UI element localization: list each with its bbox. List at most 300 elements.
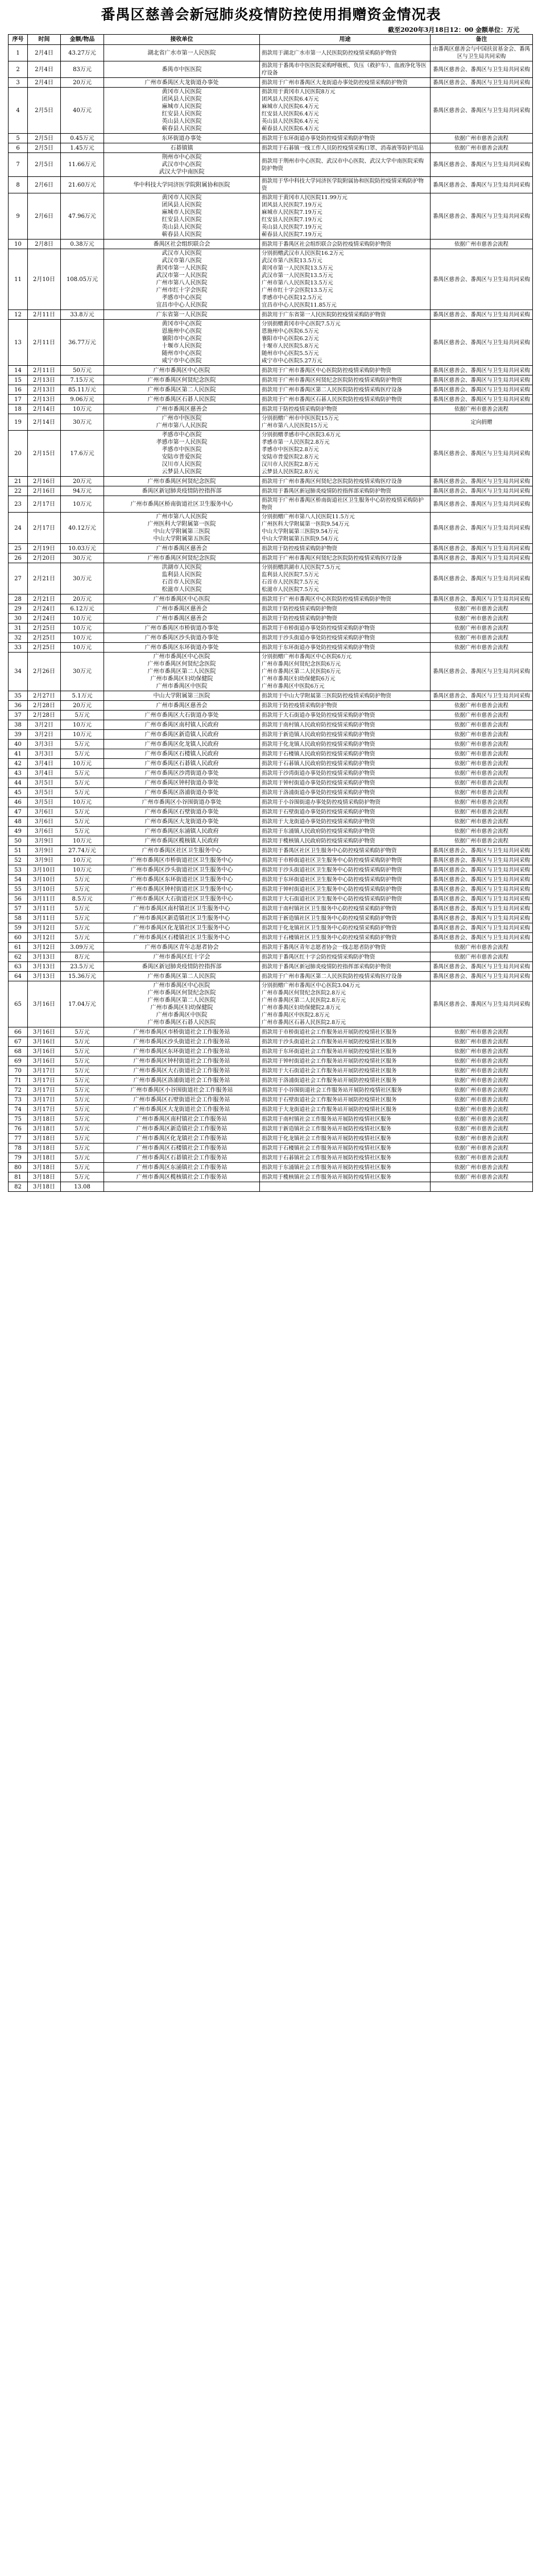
- cell-date: 3月16日: [28, 1056, 61, 1066]
- cell-receiver: 广州市番禺区大石街道社会工作服务站: [104, 1066, 260, 1076]
- cell-date: 3月17日: [28, 1076, 61, 1085]
- cell-date: 2月19日: [28, 544, 61, 554]
- cell-note: 依据广州市慈善会流程: [431, 1163, 533, 1173]
- table-row: [9, 1037, 533, 1047]
- cell-receiver: 广州市番禺区石壁街道办事处: [104, 807, 260, 817]
- cell-date: 2月21日: [28, 595, 61, 604]
- cell-no: 75: [9, 1114, 28, 1124]
- cell-date: 2月6日: [28, 193, 61, 240]
- table-row: [9, 798, 533, 807]
- cell-receiver: 广州市番禺区石楼镇社会工作服务站: [104, 1143, 260, 1153]
- cell-note: 依据广州市慈善会流程: [431, 1076, 533, 1085]
- cell-usage: 捐款用于小谷围街道社会工作服务站开展防控疫情社区服务: [260, 1085, 431, 1095]
- cell-receiver: 广州市番禺区大石街道办事处: [104, 711, 260, 720]
- cell-usage: 分别捐赠武汉市人民医院16.2万元 武汉市第八医院13.5万元 黄冈市第一人民医院13.5万元 武汉市第一人民医院13.5万元 广州市第八人民医院13.5万元 广州市红十字会医院13.5万元 孝感市中心医院12.5万元 宜昌市中心人民医院11.85万元: [260, 249, 431, 310]
- table-row: [9, 414, 533, 431]
- cell-usage: 捐款用于番禺区社区卫生服务中心防控疫情采购防护物资: [260, 846, 431, 856]
- cell-receiver: 番禺市中医医院: [104, 61, 260, 78]
- cell-no: 46: [9, 798, 28, 807]
- cell-amount: 10万元: [61, 836, 104, 846]
- table-row: [9, 701, 533, 711]
- cell-date: 3月18日: [28, 1124, 61, 1134]
- cell-usage: 捐款用于市桥街道办事处防控疫情采购防护物资: [260, 624, 431, 633]
- cell-usage: 捐款用于荆州市中心医院、武汉市中心医院、武汉大学中南医院采购防护物资: [260, 153, 431, 177]
- cell-no: 58: [9, 914, 28, 923]
- cell-usage: 捐款用于东涌镇人民政府防控疫情采购防护物资: [260, 827, 431, 836]
- cell-receiver: 广州市番禺区第二人民医院: [104, 972, 260, 981]
- cell-no: 68: [9, 1047, 28, 1056]
- cell-amount: 10万元: [61, 643, 104, 653]
- table-row: [9, 914, 533, 923]
- cell-note: 番禺区慈善会、番禺区与卫生局共同采购: [431, 544, 533, 554]
- cell-note: 依据广州市慈善会流程: [431, 1066, 533, 1076]
- cell-amount: 30万元: [61, 414, 104, 431]
- cell-receiver: 广州市番禺区慈善会: [104, 614, 260, 624]
- cell-no: 27: [9, 563, 28, 595]
- cell-no: 71: [9, 1076, 28, 1085]
- cell-no: 48: [9, 817, 28, 827]
- table-row: [9, 1027, 533, 1037]
- table-row: [9, 1095, 533, 1105]
- cell-note: 依据广州市慈善会流程: [431, 1114, 533, 1124]
- header-no: 序号: [9, 35, 28, 45]
- cell-usage: 捐款用于化龙镇人民政府防控疫情采购防护物资: [260, 740, 431, 749]
- cell-usage: 捐款用于大石街道社区卫生服务中心防控疫情采购防护物资: [260, 894, 431, 904]
- cell-receiver: 广州市番禺区石碁人民医院: [104, 395, 260, 404]
- cell-date: 2月6日: [28, 177, 61, 193]
- cell-date: 3月18日: [28, 1163, 61, 1173]
- cell-usage: 捐款用于钟村街道社会工作服务站开展防控疫情社区服务: [260, 1056, 431, 1066]
- cell-receiver: 广州市中医医院 广州市第八人民医院: [104, 414, 260, 431]
- cell-amount: 15.36万元: [61, 972, 104, 981]
- header-amount: 金额/物品: [61, 35, 104, 45]
- cell-note: [431, 1182, 533, 1192]
- cell-note: 番禺区慈善会、番禺区与卫生局共同采购: [431, 177, 533, 193]
- cell-note: 依据广州市慈善会流程: [431, 624, 533, 633]
- cell-no: 13: [9, 320, 28, 366]
- cell-note: 番禺区慈善会、番禺区与卫生局共同采购: [431, 691, 533, 701]
- cell-usage: 捐款用于沙头街道社会工作服务站开展防控疫情社区服务: [260, 1037, 431, 1047]
- cell-receiver: 东环街道办事处: [104, 134, 260, 143]
- cell-note: 番禺区慈善会、番禺区与卫生局共同采购: [431, 563, 533, 595]
- cell-note: 番禺区慈善会、番禺区与卫生局共同采购: [431, 972, 533, 981]
- cell-no: 22: [9, 486, 28, 496]
- cell-date: 3月16日: [28, 1027, 61, 1037]
- table-row: [9, 711, 533, 720]
- cell-receiver: 广州市番禺区东环街道社区卫生服务中心: [104, 875, 260, 885]
- cell-note: 番禺区慈善会、番禺区与卫生局共同采购: [431, 496, 533, 513]
- table-row: [9, 153, 533, 177]
- cell-usage: 捐款用于广州市番禺区石碁人民医院防控疫情采购防护物资: [260, 395, 431, 404]
- table-row: [9, 385, 533, 395]
- table-row: [9, 1163, 533, 1173]
- cell-usage: 捐款用于榄核镇人民政府防控疫情采购防护物资: [260, 836, 431, 846]
- cell-usage: 捐款用于沙湾街道办事处防控疫情采购防护物资: [260, 769, 431, 778]
- cell-usage: 捐款用于洛浦街道办事处防控疫情采购防护物资: [260, 788, 431, 798]
- table-row: [9, 563, 533, 595]
- cell-usage: 捐款用于南村镇人民政府防控疫情采购防护物资: [260, 720, 431, 730]
- cell-date: 2月28日: [28, 711, 61, 720]
- cell-receiver: 广州市番禺区市桥街道社会工作服务站: [104, 1027, 260, 1037]
- table-row: [9, 981, 533, 1027]
- cell-note: 依据广州市慈善会流程: [431, 633, 533, 643]
- table-row: [9, 653, 533, 691]
- table-row: [9, 375, 533, 385]
- cell-receiver: 广州市番禺区青年志愿者协会: [104, 943, 260, 952]
- document-title: 番禺区慈善会新冠肺炎疫情防控使用捐赠资金情况表: [101, 6, 441, 23]
- table-row: [9, 177, 533, 193]
- cell-note: 番禺区慈善会、番禺区与卫生局共同采购: [431, 193, 533, 240]
- cell-receiver: 广州市番禺区小谷围街道办事处: [104, 798, 260, 807]
- cell-note: 依据广州市慈善会流程: [431, 827, 533, 836]
- cell-date: 2月26日: [28, 653, 61, 691]
- cell-amount: 10万元: [61, 759, 104, 769]
- cell-no: 51: [9, 846, 28, 856]
- cell-no: 72: [9, 1085, 28, 1095]
- cell-note: 番禺区慈善会、番禺区与卫生局共同采购: [431, 513, 533, 544]
- cell-receiver: 广州市番禺区钟村街道办事处: [104, 778, 260, 788]
- table-row: [9, 486, 533, 496]
- cell-receiver: 洪湖市人民医院 监利县人民医院 石首市人民医院 松滋市人民医院: [104, 563, 260, 595]
- cell-usage: 捐款用于洛浦街道社会工作服务站开展防控疫情社区服务: [260, 1076, 431, 1085]
- table-row: [9, 595, 533, 604]
- cell-note: 番禺区慈善会、番禺区与卫生局共同采购: [431, 61, 533, 78]
- table-row: [9, 431, 533, 477]
- cell-receiver: 广州市番禺区钟村街道社会工作服务站: [104, 1056, 260, 1066]
- cell-receiver: 广州市番禺区大龙街道社会工作服务站: [104, 1105, 260, 1114]
- cell-note: 番禺区慈善会、番禺区与卫生局共同采购: [431, 477, 533, 486]
- cell-date: 3月9日: [28, 856, 61, 865]
- cell-receiver: 石碁镇镇: [104, 143, 260, 153]
- table-row: [9, 143, 533, 153]
- cell-receiver: 番禺区社会组织联合会: [104, 240, 260, 249]
- cell-note: 依据广州市慈善会流程: [431, 1143, 533, 1153]
- cell-usage: 捐款用于南村镇社区卫生服务中心防控疫情采购防护物资: [260, 904, 431, 914]
- cell-receiver: 广州市番禺区慈善会: [104, 404, 260, 414]
- table-row: [9, 769, 533, 778]
- cell-usage: 捐款用于广州市番禺区中心医院防控疫情采购防护物资: [260, 366, 431, 375]
- cell-note: 番禺区慈善会、番禺区与卫生局共同采购: [431, 595, 533, 604]
- cell-usage: 捐款用于广州市番禺区中心医院防控疫情采购防护物资: [260, 595, 431, 604]
- cell-date: 3月4日: [28, 769, 61, 778]
- cell-note: 依据广州市慈善会流程: [431, 1153, 533, 1163]
- cell-amount: 27.74万元: [61, 846, 104, 856]
- cell-no: 53: [9, 865, 28, 875]
- cell-no: 81: [9, 1173, 28, 1182]
- cell-amount: 50万元: [61, 366, 104, 375]
- cell-no: 39: [9, 730, 28, 740]
- cell-amount: 5万元: [61, 769, 104, 778]
- table-row: [9, 366, 533, 375]
- table-row: [9, 894, 533, 904]
- cell-date: 2月14日: [28, 414, 61, 431]
- cell-no: 23: [9, 496, 28, 513]
- cell-receiver: 黄冈市人民医院 团风县人民医院 麻城市人民医院 红安县人民医院 英山县人民医院 蕲春县人民医院: [104, 88, 260, 134]
- cell-amount: 36.77万元: [61, 320, 104, 366]
- table-row: [9, 61, 533, 78]
- cell-note: 依据广州市慈善会流程: [431, 711, 533, 720]
- cell-no: 43: [9, 769, 28, 778]
- cell-amount: 10万元: [61, 798, 104, 807]
- cell-no: 29: [9, 604, 28, 614]
- cell-amount: 108.05万元: [61, 249, 104, 310]
- cell-amount: 10万元: [61, 865, 104, 875]
- cell-date: 3月16日: [28, 981, 61, 1027]
- cell-amount: 5万元: [61, 778, 104, 788]
- cell-amount: 33.8万元: [61, 310, 104, 320]
- cell-date: 3月6日: [28, 817, 61, 827]
- cell-no: 3: [9, 78, 28, 88]
- cell-receiver: 广州市番禺区大龙街道办事处: [104, 78, 260, 88]
- cell-amount: 5万元: [61, 1163, 104, 1173]
- cell-date: 3月2日: [28, 720, 61, 730]
- table-row: [9, 865, 533, 875]
- cell-usage: 捐款用于广东省第一人民医院防控疫情采购防护物资: [260, 310, 431, 320]
- cell-receiver: 广州市番禺区市桥街道办事处: [104, 624, 260, 633]
- cell-date: 2月4日: [28, 78, 61, 88]
- cell-note: 番禺区慈善会、番禺区与卫生局共同采购: [431, 366, 533, 375]
- cell-date: 3月17日: [28, 1066, 61, 1076]
- cell-usage: 捐款用于广州市番禺区桥南街道社区卫生服务中心防控疫情采购防护物资: [260, 496, 431, 513]
- table-row: [9, 1076, 533, 1085]
- cell-no: 56: [9, 894, 28, 904]
- cell-amount: 5万元: [61, 1124, 104, 1134]
- cell-amount: 10万元: [61, 633, 104, 643]
- cell-receiver: 番禺区新冠肺炎疫情防控指挥部: [104, 486, 260, 496]
- cell-date: 2月4日: [28, 45, 61, 61]
- table-row: [9, 320, 533, 366]
- cell-amount: 10万元: [61, 730, 104, 740]
- cell-usage: 捐款用于黄冈市人民医院11.99万元 团风县人民医院7.19万元 麻城市人民医院7.19万元 红安县人民医院7.19万元 英山县人民医院7.19万元 蕲春县人民医院7.19万元: [260, 193, 431, 240]
- cell-date: 2月11日: [28, 366, 61, 375]
- cell-receiver: 广州市番禺区洛浦街道社会工作服务站: [104, 1076, 260, 1085]
- cell-amount: 5万元: [61, 923, 104, 933]
- table-row: [9, 633, 533, 643]
- cell-usage: 捐款用于番禺区社会组织联合会防控疫情采购防护物资: [260, 240, 431, 249]
- cell-amount: 10万元: [61, 720, 104, 730]
- donation-table: [8, 34, 533, 1192]
- cell-note: 依据广州市慈善会流程: [431, 134, 533, 143]
- header-note: 备注: [431, 35, 533, 45]
- cell-no: 1: [9, 45, 28, 61]
- cell-amount: 0.45万元: [61, 134, 104, 143]
- cell-receiver: 广州市番禺区化龙镇社会工作服务站: [104, 1134, 260, 1143]
- cell-no: 5: [9, 134, 28, 143]
- cell-note: 番禺区慈善会、番禺区与卫生局共同采购: [431, 78, 533, 88]
- cell-amount: 13.08: [61, 1182, 104, 1192]
- cell-no: 62: [9, 952, 28, 962]
- cell-amount: 5万元: [61, 885, 104, 894]
- cell-note: 番禺区慈善会、番禺区与卫生局共同采购: [431, 914, 533, 923]
- cell-receiver: 广州市番禺区大石街道社区卫生服务中心: [104, 894, 260, 904]
- cell-usage: 捐款用于榄核镇社会工作服务站开展防控疫情社区服务: [260, 1173, 431, 1182]
- cell-date: 2月24日: [28, 614, 61, 624]
- table-row: [9, 1182, 533, 1192]
- cell-usage: 捐款用于广州市番禺区第二人民医院防控疫情采购医疗设备: [260, 972, 431, 981]
- cell-amount: 0.38万元: [61, 240, 104, 249]
- cell-usage: 捐款用于石碁镇社会工作服务站开展防控疫情社区服务: [260, 1153, 431, 1163]
- cell-date: 3月12日: [28, 943, 61, 952]
- cell-no: 70: [9, 1066, 28, 1076]
- cell-note: 番禺区慈善会、番禺区与卫生局共同采购: [431, 88, 533, 134]
- cell-note: 番禺区慈善会、番禺区与卫生局共同采购: [431, 653, 533, 691]
- cell-usage: 捐款用于华中科技大学同济医学院附属协和医院防控疫情采购防护物资: [260, 177, 431, 193]
- cell-no: 41: [9, 749, 28, 759]
- cell-no: 4: [9, 88, 28, 134]
- cell-amount: 5万元: [61, 740, 104, 749]
- table-row: [9, 972, 533, 981]
- cell-amount: 10.03万元: [61, 544, 104, 554]
- cell-date: 2月13日: [28, 375, 61, 385]
- cell-date: 2月5日: [28, 153, 61, 177]
- cell-note: 番禺区慈善会、番禺区与卫生局共同采购: [431, 923, 533, 933]
- table-row: [9, 885, 533, 894]
- cell-receiver: 广州市番禺区南村镇人民政府: [104, 720, 260, 730]
- cell-usage: 捐款用于石楼镇社区卫生服务中心防控疫情采购防护物资: [260, 933, 431, 943]
- table-row: [9, 310, 533, 320]
- cell-date: 2月4日: [28, 61, 61, 78]
- cell-receiver: 广州市番禺区钟村街道社区卫生服务中心: [104, 885, 260, 894]
- table-row: [9, 1085, 533, 1095]
- cell-amount: 7.15万元: [61, 375, 104, 385]
- cell-no: 2: [9, 61, 28, 78]
- cell-amount: 10万元: [61, 404, 104, 414]
- table-row: [9, 193, 533, 240]
- cell-note: 依据广州市慈善会流程: [431, 778, 533, 788]
- cell-no: 49: [9, 827, 28, 836]
- table-row: [9, 624, 533, 633]
- cell-usage: 分别捐赠孝感市中心医院3.6万元 孝感市第一人民医院2.8万元 孝感市中医医院2.8万元 安陆市普爱医院2.8万元 汉川市人民医院2.8万元 云梦县人民医院2.8万元: [260, 431, 431, 477]
- cell-receiver: 广州市番禺区南村镇社区卫生服务中心: [104, 904, 260, 914]
- cell-usage: 分别捐赠广州市番禺区中心医院6万元 广州市番禺区何贤纪念医院6万元 广州市番禺区第二人民医院6万元 广州市番禺区妇幼保健院6万元 广州市番禺区中医院6万元: [260, 653, 431, 691]
- cell-note: 依据广州市慈善会流程: [431, 1095, 533, 1105]
- cell-note: 依据广州市慈善会流程: [431, 788, 533, 798]
- cell-usage: 捐款用于新造镇社区卫生服务中心防控疫情采购防护物资: [260, 914, 431, 923]
- table-row: [9, 513, 533, 544]
- cell-usage: 捐款用于化龙镇社区卫生服务中心防控疫情采购防护物资: [260, 923, 431, 933]
- cell-note: 番禺区慈善会、番禺区与卫生局共同采购: [431, 249, 533, 310]
- cell-no: 32: [9, 633, 28, 643]
- table-row: [9, 1134, 533, 1143]
- cell-amount: 85.11万元: [61, 385, 104, 395]
- cell-receiver: 华中科技大学同济医学院附属协和医院: [104, 177, 260, 193]
- cell-usage: 捐款用于番禺区新冠肺炎疫情防控指挥部采购防护物资: [260, 962, 431, 972]
- table-row: [9, 1143, 533, 1153]
- cell-date: 3月18日: [28, 1173, 61, 1182]
- cell-amount: 30万元: [61, 554, 104, 563]
- table-row: [9, 1105, 533, 1114]
- table-row: [9, 817, 533, 827]
- cell-date: 2月10日: [28, 249, 61, 310]
- cell-note: 番禺区慈善会、番禺区与卫生局共同采购: [431, 981, 533, 1027]
- cell-usage: 捐款用于石碁镇人民政府防控疫情采购防护物资: [260, 759, 431, 769]
- cell-no: 76: [9, 1124, 28, 1134]
- cell-date: 3月16日: [28, 1037, 61, 1047]
- cell-usage: 捐款用于沙头街道办事处防控疫情采购防护物资: [260, 633, 431, 643]
- cell-usage: 捐款用于石壁街道社会工作服务站开展防控疫情社区服务: [260, 1095, 431, 1105]
- cell-amount: 40.12万元: [61, 513, 104, 544]
- cell-date: 3月13日: [28, 972, 61, 981]
- table-row: [9, 952, 533, 962]
- table-row: [9, 643, 533, 653]
- cell-no: 15: [9, 375, 28, 385]
- cell-date: 2月13日: [28, 395, 61, 404]
- cell-date: 3月18日: [28, 1143, 61, 1153]
- cell-usage: 捐款用于大石街道社会工作服务站开展防控疫情社区服务: [260, 1066, 431, 1076]
- cell-date: 3月13日: [28, 962, 61, 972]
- table-row: [9, 554, 533, 563]
- table-row: [9, 1153, 533, 1163]
- cell-amount: 5万元: [61, 904, 104, 914]
- cell-note: 依据广州市慈善会流程: [431, 143, 533, 153]
- cell-usage: 捐款用于石楼镇人民政府防控疫情采购防护物资: [260, 749, 431, 759]
- cell-no: 18: [9, 404, 28, 414]
- cell-date: 3月5日: [28, 788, 61, 798]
- cell-no: 28: [9, 595, 28, 604]
- table-row: [9, 404, 533, 414]
- cell-amount: 20万元: [61, 595, 104, 604]
- cell-note: 番禺区慈善会、番禺区与卫生局共同采购: [431, 865, 533, 875]
- cell-amount: 47.96万元: [61, 193, 104, 240]
- cell-receiver: 广州市番禺区化龙镇人民政府: [104, 740, 260, 749]
- table-row: [9, 827, 533, 836]
- cell-no: 14: [9, 366, 28, 375]
- cell-no: 50: [9, 836, 28, 846]
- cell-amount: 43.27万元: [61, 45, 104, 61]
- cell-note: 番禺区慈善会、番禺区与卫生局共同采购: [431, 320, 533, 366]
- cell-date: 3月13日: [28, 952, 61, 962]
- cell-usage: 捐款用于市桥街道社区卫生服务中心防控疫情采购防护物资: [260, 856, 431, 865]
- cell-receiver: 广州市番禺区洛浦街道办事处: [104, 788, 260, 798]
- cell-date: 2月27日: [28, 691, 61, 701]
- cell-receiver: 广州市番禺区石壁街道社会工作服务站: [104, 1095, 260, 1105]
- cell-receiver: 广州市番禺区红十字会: [104, 952, 260, 962]
- cell-usage: 捐款用于化龙镇社会工作服务站开展防控疫情社区服务: [260, 1134, 431, 1143]
- cell-note: 番禺区慈善会、番禺区与卫生局共同采购: [431, 894, 533, 904]
- cell-no: 36: [9, 701, 28, 711]
- cell-no: 55: [9, 885, 28, 894]
- cell-amount: 5万元: [61, 807, 104, 817]
- cell-no: 61: [9, 943, 28, 952]
- cell-note: 依据广州市慈善会流程: [431, 1056, 533, 1066]
- cell-note: 依据广州市慈善会流程: [431, 1027, 533, 1037]
- table-row: [9, 788, 533, 798]
- cell-usage: 捐款用于广州市番禺区何贤纪念医院防控疫情采购医疗设备: [260, 554, 431, 563]
- cell-usage: 分别捐赠广州市第八人民医院11.5万元 广州医科大学附属第一医院9.54万元 中山大学附属第三医院9.54万元 中山大学附属第五医院9.54万元: [260, 513, 431, 544]
- cell-amount: 1.45万元: [61, 143, 104, 153]
- cell-usage: 捐款用于石楼镇社会工作服务站开展防控疫情社区服务: [260, 1143, 431, 1153]
- cell-note: 番禺区慈善会、番禺区与卫生局共同采购: [431, 554, 533, 563]
- cell-usage: 捐款用于新造镇社会工作服务站开展防控疫情社区服务: [260, 1124, 431, 1134]
- document-meta: 截至2020年3月18日12：00 金额单位：万元: [387, 26, 519, 34]
- cell-date: 3月17日: [28, 1105, 61, 1114]
- cell-no: 11: [9, 249, 28, 310]
- cell-note: 番禺区慈善会、番禺区与卫生局共同采购: [431, 962, 533, 972]
- table-row: [9, 1173, 533, 1182]
- cell-amount: 5万元: [61, 875, 104, 885]
- cell-amount: 5万元: [61, 914, 104, 923]
- cell-no: 38: [9, 720, 28, 730]
- cell-amount: 5万元: [61, 827, 104, 836]
- cell-no: 82: [9, 1182, 28, 1192]
- cell-note: 番禺区慈善会、番禺区与卫生局共同采购: [431, 486, 533, 496]
- cell-usage: 捐款用于大石街道办事处防控疫情采购防护物资: [260, 711, 431, 720]
- cell-note: 番禺区慈善会、番禺区与卫生局共同采购: [431, 375, 533, 385]
- cell-amount: 5万元: [61, 1143, 104, 1153]
- cell-no: 73: [9, 1095, 28, 1105]
- cell-date: 2月5日: [28, 88, 61, 134]
- cell-note: 番禺区慈善会、番禺区与卫生局共同采购: [431, 885, 533, 894]
